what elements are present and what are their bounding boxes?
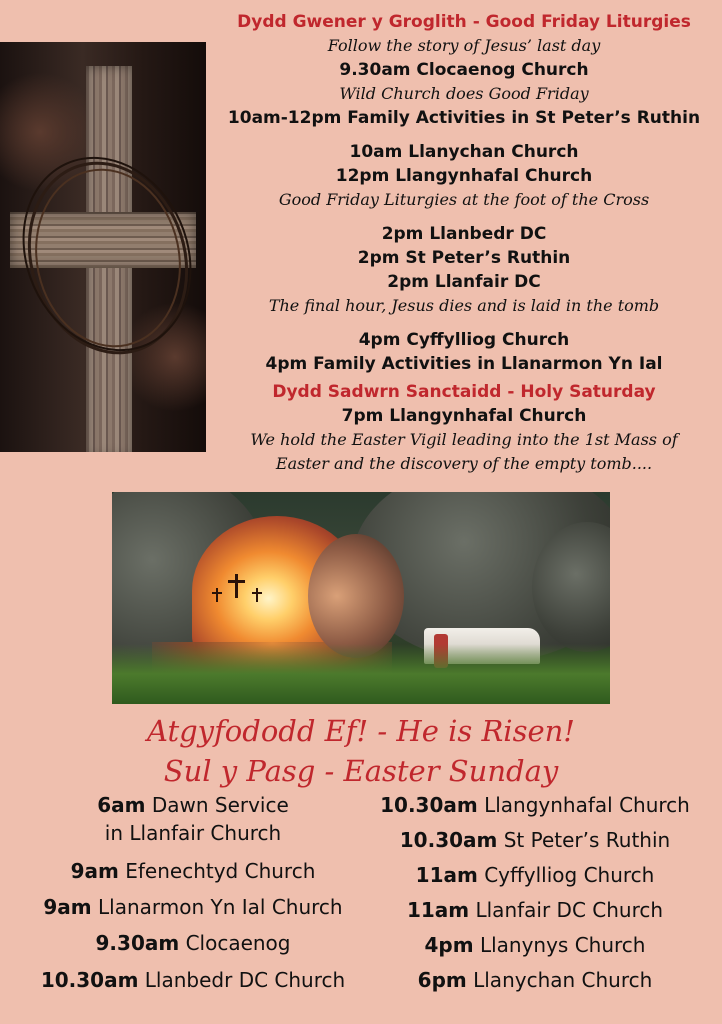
easter-service-row [362,967,708,997]
service-time: 10.30am [380,793,478,817]
service-time: 11am [406,898,470,922]
service-time: 6am [97,793,146,817]
service-time: 10.30am [399,828,498,852]
rolled-stone [308,534,404,658]
service-place: Llangynhafal Church [484,793,690,817]
cross-with-thorns-image [0,42,206,452]
easter-service-row [18,792,368,820]
good-friday-subtitle: Follow the story of Jesus’ last day [327,36,601,55]
service-place: Llanychan Church [473,968,653,992]
holy-saturday-title: Dydd Sadwrn Sanctaidd - Holy Saturday [272,382,656,402]
family-activities-llanarmon: 4pm Family Activities in Llanarmon Yn Ial [265,354,663,374]
easter-heading-sunday: Sul y Pasg - Easter Sunday [163,754,559,788]
service-llangynhafal: 12pm Llangynhafal Church [335,166,593,186]
service-time: 11am [415,863,478,887]
easter-service-row [18,930,368,967]
service-st-peters: 2pm St Peter’s Ruthin [357,248,571,268]
final-hour-note: The final hour, Jesus dies and is laid in the tomb [268,296,660,315]
service-time: 4pm [424,933,474,957]
service-place-cont: in Llanfair Church [104,821,282,845]
service-cyffylliog: 4pm Cyffylliog Church [358,330,570,350]
service-time: 9.30am [95,931,180,955]
easter-service-row [362,897,708,932]
easter-heading-risen: Atgyfododd Ef! - He is Risen! [147,714,575,748]
service-place: Llanynys Church [479,933,646,957]
easter-service-row [362,862,708,897]
service-llanbedr: 2pm Llanbedr DC [381,224,547,244]
wild-church-note: Wild Church does Good Friday [339,84,589,103]
service-place: Llanbedr DC Church [144,968,346,992]
service-place: Clocaenog [185,931,291,955]
family-activities-ruthin: 10am-12pm Family Activities in St Peter’s Ruthin [227,108,701,128]
easter-schedule-right [362,792,708,997]
easter-schedule-left [18,792,368,997]
service-vigil-llangynhafal: 7pm Llangynhafal Church [341,406,587,426]
easter-service-row [362,932,708,967]
empty-tomb-image [112,492,610,704]
easter-service-row [362,792,708,827]
vigil-description-line1: We hold the Easter Vigil leading into the 1st Mass of [250,430,678,449]
foot-of-cross-note: Good Friday Liturgies at the foot of the Cross [278,190,650,209]
service-time: 10.30am [40,968,139,992]
service-time: 9am [70,859,119,883]
good-friday-holy-saturday-schedule [206,10,722,476]
service-llanychan: 10am Llanychan Church [349,142,579,162]
easter-service-row [18,858,368,894]
service-llanfair: 2pm Llanfair DC [387,272,541,292]
easter-service-row [18,967,368,997]
service-place: Llanarmon Yn Ial Church [98,895,343,919]
good-friday-title: Dydd Gwener y Groglith - Good Friday Liturgies [237,12,691,32]
service-place: Cyffylliog Church [484,863,655,887]
service-time: 9am [43,895,92,919]
service-place: Llanfair DC Church [475,898,664,922]
easter-service-row-cont [18,820,368,858]
service-clocaenog: 9.30am Clocaenog Church [339,60,589,80]
easter-service-row [18,894,368,930]
service-time: 6pm [417,968,467,992]
vigil-description-line2: Easter and the discovery of the empty tomb.... [275,454,653,473]
service-place: Dawn Service [151,793,289,817]
service-place: St Peter’s Ruthin [503,828,671,852]
easter-service-row [362,827,708,862]
service-place: Efenechtyd Church [125,859,316,883]
